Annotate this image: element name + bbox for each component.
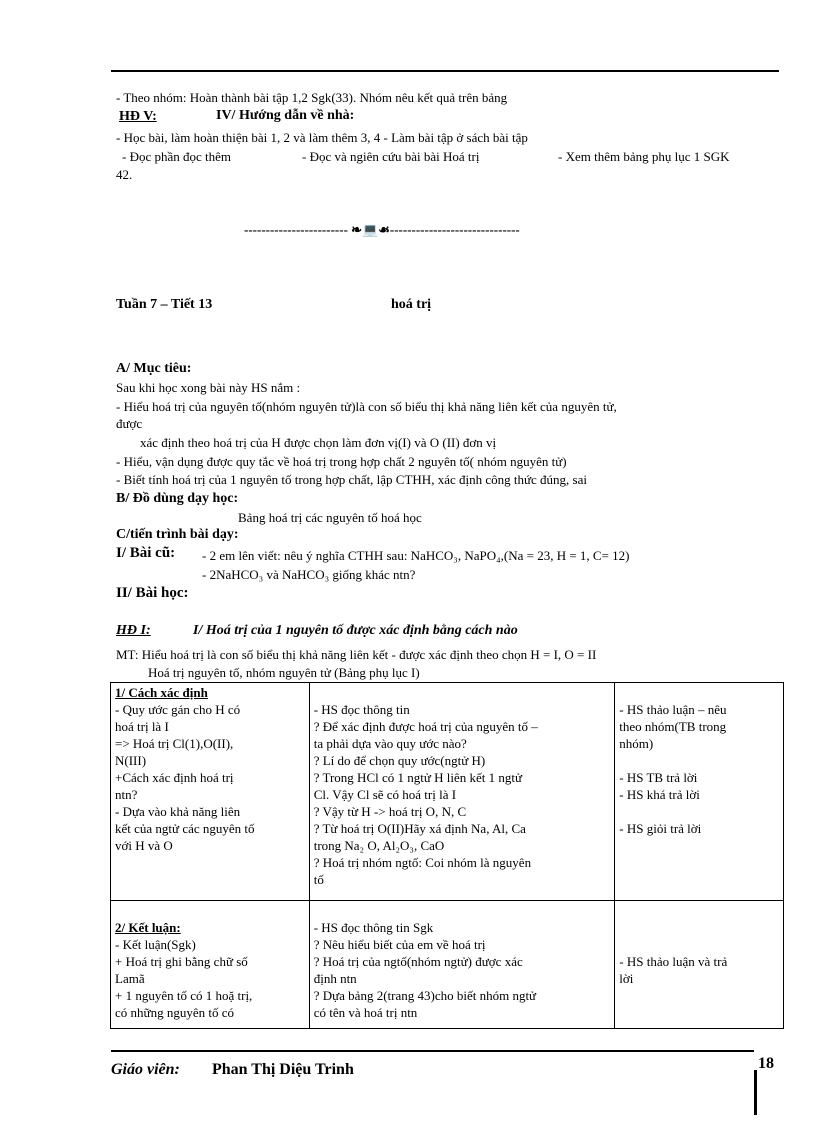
homework-line-2c: - Xem thêm bảng phụ lục 1 SGK [558,149,730,164]
cell-heading: 2/ Kết luận: [115,920,181,935]
cell-line: tố [313,872,324,887]
cell-line: - Dựa vào khả năng liên [115,804,241,819]
procedure-heading: C/tiến trình bài dạy: [116,527,239,542]
cell-line: - HS giỏi trả lời [619,821,702,836]
footer-rule-vertical [754,1070,757,1115]
objectives-intro: Sau khi học xong bài này HS nắm : [116,380,301,395]
group-task-line: - Theo nhóm: Hoàn thành bài tập 1,2 Sgk(33). Nhóm nêu kết quả trên bảng [116,90,508,105]
cell-line: ? Trong HCl có 1 ngtử H liên kết 1 ngtử [313,770,523,785]
objective-item: - Hiểu, vận dụng được quy tắc về hoá trị trong hợp chất 2 nguyên tố( nhóm nguyên tử) [116,454,567,469]
cell-line: - HS khá trả lời [619,787,700,802]
cell-line: - Kết luận(Sgk) [115,937,196,952]
cell-line: + Hoá trị ghi bằng chữ số [115,954,248,969]
student-activity-cell [615,901,784,1029]
hd1-objective-line-1: MT: Hiểu hoá trị là con số biểu thị khả năng liên kết - được xác định theo chọn H = I, O = II [116,647,597,662]
cell-line: ? Hoá trị của ngtố(nhóm ngtử) được xác [313,954,523,969]
cell-line: với H và O [115,838,173,853]
new-lesson-label: II/ Bài học: [116,585,189,601]
cell-line: trong Na₂ O, Al₂O₃, CaO [313,838,445,853]
homework-line-3: 42. [116,167,133,182]
teacher-activity-cell [309,901,615,1029]
week-lesson: Tuần 7 – Tiết 13 [116,297,213,312]
old-lesson-question-1: - 2 em lên viết: nêu ý nghĩa CTHH sau: NaHCO₃, NaPO₄,(Na = 23, H = 1, C= 12) [202,548,630,563]
student-activity-cell [615,683,784,901]
lesson-activity-table [110,682,784,1029]
lesson-title: hoá trị [391,297,432,312]
teacher-content-cell [111,683,310,901]
cell-line: - Quy ước gán cho H có [115,702,241,717]
cell-line: có tên và hoá trị ntn [313,1005,418,1020]
cell-line: lời [619,971,634,986]
cell-line: ntn? [115,787,138,802]
materials-heading: B/ Đồ dùng dạy học: [116,491,239,506]
hdv-label: HĐ V: [119,109,157,124]
teacher-activity-cell [309,683,615,901]
cell-line: ? Lí do để chọn quy ước(ngtử H) [313,753,486,768]
homework-line-2b: - Đọc và ngiên cứu bài bài Hoá trị [302,149,480,164]
page-number: 18 [758,1055,774,1072]
cell-line: ? Dựa bảng 2(trang 43)cho biết nhóm ngtử [313,988,537,1003]
cell-heading: 1/ Cách xác định [115,685,208,700]
cell-line: - HS đọc thông tin [313,702,410,717]
homework-line-1: - Học bài, làm hoàn thiện bài 1, 2 và làm thêm 3, 4 - Làm bài tập ở sách bài tập [116,130,528,145]
cell-line: Lamã [115,971,145,986]
footer-rule [111,1050,754,1052]
cell-line: - HS thảo luận – nêu [619,702,727,717]
old-lesson-question-2: - 2NaHCO₃ và NaHCO₃ giống khác ntn? [202,567,416,582]
cell-line: ? Vậy từ H -> hoá trị O, N, C [313,804,467,819]
cell-line: - HS TB trả lời [619,770,698,785]
teacher-content-cell [111,901,310,1029]
hd1-objective-line-2: Hoá trị nguyên tố, nhóm nguyên tử (Bảng phụ lục I) [148,665,420,680]
cell-line: + 1 nguyên tố có 1 hoặ trị, [115,988,253,1003]
materials-content: Bảng hoá trị các nguyên tố hoá học [238,510,422,525]
cell-line: ? Nêu hiểu biết của em về hoá trị [313,937,486,952]
table-row [111,901,784,1029]
teacher-label: Giáo viên: [111,1061,180,1078]
hd1-title: I/ Hoá trị của 1 nguyên tố được xác định bằng cách nào [193,623,518,638]
homework-line-2a: - Đọc phần đọc thêm [122,149,232,164]
cell-line: +Cách xác định hoá trị [115,770,234,785]
objective-item: - Hiểu hoá trị của nguyên tố(nhóm nguyên tử)là con số biểu thị khả năng liên kết của nguyên tử, [116,399,617,414]
cell-line: ta phải dựa vào quy ước nào? [313,736,467,751]
cell-line: ? Từ hoá trị O(II)Hãy xá định Na, Al, Ca [313,821,526,836]
section-separator: ------------------------ ❧💻☙------------------------------ [244,222,520,237]
cell-line: có những nguyên tố có [115,1005,234,1020]
cell-line: - HS thảo luận và trả [619,954,728,969]
objective-item: được [116,416,143,431]
cell-line: - HS đọc thông tin Sgk [313,920,434,935]
cell-line: hoá trị là I [115,719,169,734]
table-row [111,683,784,901]
cell-line: nhóm) [619,736,654,751]
objectives-heading: A/ Mục tiêu: [116,361,192,376]
top-rule [111,70,779,72]
cell-line: kết của ngtử các nguyên tố [115,821,255,836]
cell-line: ? Hoá trị nhóm ngtố: Coi nhóm là nguyên [313,855,532,870]
cell-line: ? Để xác định được hoá trị của nguyên tố – [313,719,538,734]
cell-line: Cl. Vậy Cl sẽ có hoá trị là I [313,787,457,802]
objective-item: xác định theo hoá trị của H được chọn làm đơn vị(I) và O (II) đơn vị [140,435,497,450]
homework-heading: IV/ Hướng dẫn về nhà: [216,108,355,123]
hd1-label: HĐ I: [116,623,151,638]
cell-line: định ntn [313,971,357,986]
cell-line: N(III) [115,753,147,768]
teacher-name: Phan Thị Diệu Trinh [212,1061,354,1078]
cell-line: => Hoá trị Cl(1),O(II), [115,736,234,751]
old-lesson-label: I/ Bài cũ: [116,545,176,561]
cell-line: theo nhóm(TB trong [619,719,727,734]
objective-item: - Biết tính hoá trị của 1 nguyên tố trong hợp chất, lập CTHH, xác định công thức đúng, sai [116,472,587,487]
